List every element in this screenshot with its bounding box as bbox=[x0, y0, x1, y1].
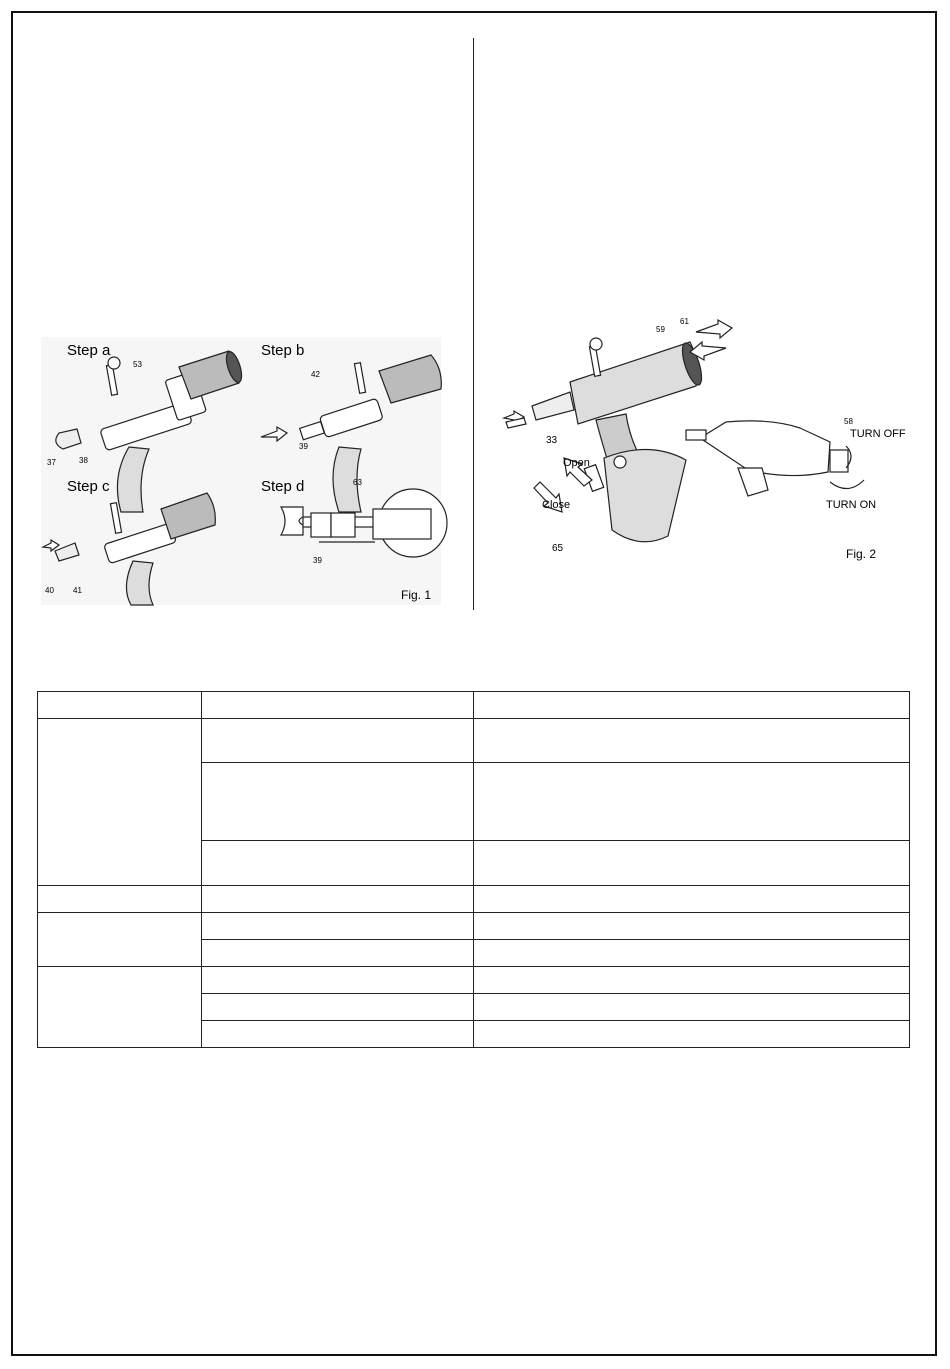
table-cell bbox=[202, 886, 474, 913]
table-cell bbox=[202, 692, 474, 719]
table-cell bbox=[38, 886, 202, 913]
fig1-callout: 53 bbox=[133, 360, 142, 369]
table-cell bbox=[474, 763, 910, 841]
figure-1 bbox=[41, 337, 441, 605]
table-cell bbox=[202, 994, 474, 1021]
table-row bbox=[38, 967, 910, 994]
table-cell bbox=[474, 719, 910, 763]
table-cell bbox=[202, 913, 474, 940]
table-cell bbox=[38, 913, 202, 967]
table-row bbox=[38, 913, 910, 940]
table-cell bbox=[474, 913, 910, 940]
figure-2 bbox=[500, 300, 906, 565]
table-row bbox=[38, 692, 910, 719]
page-frame bbox=[11, 11, 937, 1356]
table-cell bbox=[202, 841, 474, 886]
fig2-callout-33: 33 bbox=[546, 435, 558, 446]
fig1-callout: 40 bbox=[45, 586, 54, 595]
fig2-callout-58: 58 bbox=[844, 417, 853, 426]
fig1-callout: 37 bbox=[47, 458, 56, 467]
troubleshooting-table bbox=[37, 691, 910, 1048]
fig1-callout: 38 bbox=[79, 456, 88, 465]
fig2-label-turn-off: TURN OFF bbox=[850, 428, 906, 440]
table-cell bbox=[38, 692, 202, 719]
fig2-label-close: Close bbox=[542, 499, 571, 511]
table-cell bbox=[202, 719, 474, 763]
step-c-title: Step c bbox=[67, 478, 110, 495]
column-divider bbox=[473, 38, 474, 610]
fig2-caption: Fig. 2 bbox=[846, 547, 877, 561]
table-cell bbox=[474, 886, 910, 913]
fig1-caption: Fig. 1 bbox=[401, 588, 432, 602]
table-cell bbox=[474, 692, 910, 719]
table-cell bbox=[474, 940, 910, 967]
table-cell bbox=[202, 967, 474, 994]
table-cell bbox=[474, 841, 910, 886]
fig1-callout: 63 bbox=[353, 478, 362, 487]
table-cell bbox=[202, 940, 474, 967]
fig2-callout-61: 61 bbox=[680, 317, 689, 326]
step-b-title: Step b bbox=[261, 342, 305, 359]
table-cell bbox=[474, 967, 910, 994]
table-row bbox=[38, 886, 910, 913]
fig2-label-open: Open bbox=[563, 457, 590, 469]
fig1-callout: 42 bbox=[311, 370, 320, 379]
fig2-callout-65: 65 bbox=[552, 543, 564, 554]
fig2-label-turn-on: TURN ON bbox=[826, 499, 877, 511]
table-cell bbox=[474, 1021, 910, 1048]
fig1-callout: 41 bbox=[73, 586, 82, 595]
step-d-title: Step d bbox=[261, 478, 305, 495]
table-row bbox=[38, 719, 910, 763]
table-cell bbox=[38, 967, 202, 1048]
fig1-callout: 39 bbox=[313, 556, 322, 565]
fig2-callout-59: 59 bbox=[656, 325, 665, 334]
table-cell bbox=[202, 763, 474, 841]
table-cell bbox=[202, 1021, 474, 1048]
fig1-callout: 39 bbox=[299, 442, 308, 451]
table-cell bbox=[474, 994, 910, 1021]
table-cell bbox=[38, 719, 202, 886]
step-a-title: Step a bbox=[67, 342, 111, 359]
